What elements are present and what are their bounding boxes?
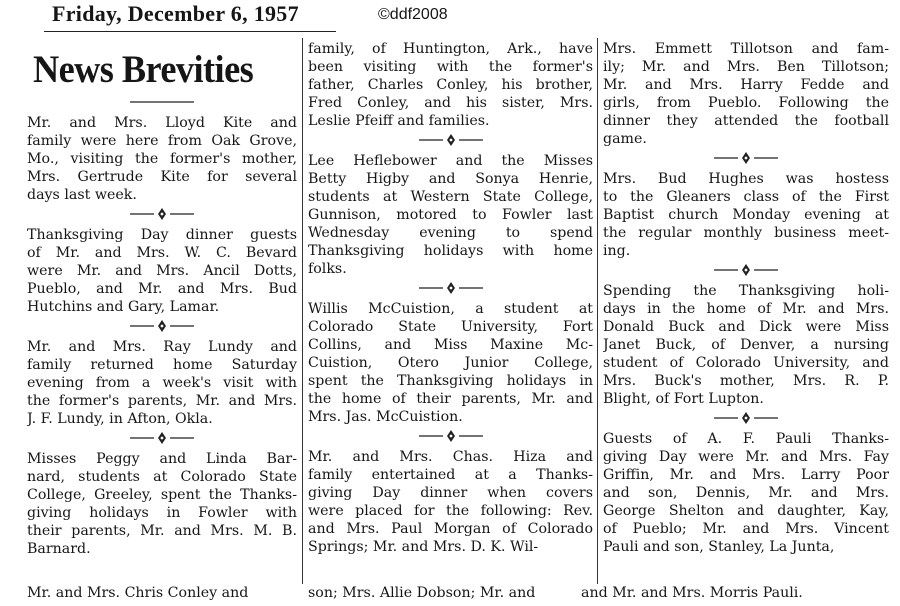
- item-line: of Mr. and Mrs. W. C. Bevard: [27, 245, 297, 261]
- item-line: their parents, Mr. and Mrs. M. B.: [27, 523, 297, 539]
- column-items: [603, 40, 889, 556]
- item-line: family, of Huntington, Ark., have: [308, 41, 593, 57]
- item-line: giving Day dinner when covers: [308, 485, 593, 501]
- page-header: [0, 0, 900, 34]
- headline-separator: [27, 94, 297, 114]
- column-1: [27, 40, 297, 558]
- item-line: nard, students at Colorado State: [27, 469, 297, 485]
- item-separator: [603, 408, 889, 430]
- item-line: Misses Peggy and Linda Bar-: [27, 451, 297, 467]
- item-line: Mrs. Gertrude Kite for several: [27, 169, 297, 185]
- item-line: Hutchins and Gary, Lamar.: [27, 299, 220, 315]
- news-item: [603, 282, 889, 408]
- item-line: and son, Dennis, Mr. and Mrs.: [603, 485, 889, 501]
- item-separator: [308, 278, 593, 300]
- item-line: to the Gleaners class of the First: [603, 189, 889, 205]
- item-separator: [27, 428, 297, 450]
- news-item: [27, 114, 297, 204]
- item-line: Wednesday evening to spend: [308, 225, 593, 241]
- item-line: dinner they attended the football: [603, 113, 889, 129]
- item-line: Donald Buck and Dick were Miss: [603, 319, 889, 335]
- item-line: Willis McCuistion, a student at: [308, 301, 593, 317]
- item-separator: [27, 204, 297, 226]
- item-line: and Mrs. Paul Morgan of Colorado: [308, 521, 593, 537]
- column-items: [27, 114, 297, 558]
- item-line: the home of their parents, Mr. and: [308, 391, 593, 407]
- item-line: Pueblo, and Mr. and Mrs. Bud: [27, 281, 297, 297]
- item-line: father, Charles Conley, his brother,: [308, 77, 593, 93]
- item-line: Mr. and Mrs. Chas. Hiza and: [308, 449, 593, 465]
- item-line: were placed for the following: Rev.: [308, 503, 593, 519]
- item-line: family were here from Oak Grove,: [27, 133, 297, 149]
- item-line: Thanksgiving holidays with home: [308, 243, 593, 259]
- item-line: ily; Mr. and Mrs. Ben Tillotson;: [603, 59, 889, 75]
- item-line: student of Colorado University, and: [603, 355, 889, 371]
- item-line: family entertained at a Thanks-: [308, 467, 593, 483]
- item-line: Gunnison, motored to Fowler last: [308, 207, 593, 223]
- item-line: students at Western State College,: [308, 189, 593, 205]
- item-line: Mrs. Buck's mother, Mrs. R. P.: [603, 373, 889, 389]
- news-item: [603, 170, 889, 260]
- item-line: Mrs. Bud Hughes was hostess: [603, 171, 889, 187]
- bottom-line-col3: and Mr. and Mrs. Morris Pauli.: [581, 585, 803, 601]
- column-2: [308, 40, 593, 556]
- item-line: J. F. Lundy, in Afton, Okla.: [27, 411, 213, 427]
- item-line: Mrs. Jas. McCuistion.: [308, 409, 463, 425]
- news-item: [603, 430, 889, 556]
- news-item: [308, 300, 593, 426]
- item-line: Guests of A. F. Pauli Thanks-: [603, 431, 889, 447]
- item-separator: [603, 148, 889, 170]
- item-separator: [308, 130, 593, 152]
- item-line: ing.: [603, 243, 631, 259]
- item-line: days last week.: [27, 187, 137, 203]
- item-line: Collins, and Miss Maxine Mc-: [308, 337, 593, 353]
- item-line: Cuistion, Otero Junior College,: [308, 355, 593, 371]
- item-line: Mr. and Mrs. Lloyd Kite and: [27, 115, 297, 131]
- item-line: Griffin, Mr. and Mrs. Larry Poor: [603, 467, 889, 483]
- item-line: Colorado State University, Fort: [308, 319, 593, 335]
- item-line: evening from a week's visit with: [27, 375, 297, 391]
- item-line: been visiting with the former's: [308, 59, 593, 75]
- news-item: [27, 226, 297, 316]
- item-line: George Shelton and daughter, Kay,: [603, 503, 889, 519]
- item-line: Mrs. Emmett Tillotson and fam-: [603, 41, 889, 57]
- item-line: the regular monthly business meet-: [603, 225, 889, 241]
- item-line: Fred Conley, and his sister, Mrs.: [308, 95, 593, 111]
- bottom-line-col1: Mr. and Mrs. Chris Conley and: [27, 585, 249, 601]
- column-divider: [597, 38, 598, 584]
- item-line: Spending the Thanksgiving holi-: [603, 283, 889, 299]
- item-line: were Mr. and Mrs. Ancil Dotts,: [27, 263, 297, 279]
- news-item: [603, 40, 889, 148]
- news-item: [27, 450, 297, 558]
- item-line: Leslie Pfeiff and families.: [308, 113, 490, 129]
- item-line: giving holidays in Fowler with: [27, 505, 297, 521]
- news-item: [308, 152, 593, 278]
- item-line: giving Day were Mr. and Mrs. Fay: [603, 449, 889, 465]
- news-item: [308, 40, 593, 130]
- item-line: Janet Buck, of Denver, a nursing: [603, 337, 889, 353]
- news-item: [27, 338, 297, 428]
- item-line: Thanksgiving Day dinner guests: [27, 227, 297, 243]
- news-item: [308, 448, 593, 556]
- item-line: Barnard.: [27, 541, 91, 557]
- date-underline: [44, 31, 336, 32]
- column-3: [603, 40, 889, 556]
- item-line: girls, from Pueblo. Following the: [603, 95, 889, 111]
- column-divider: [302, 38, 303, 584]
- item-line: game.: [603, 131, 647, 147]
- headline: News Brevities: [33, 48, 254, 91]
- item-line: Betty Higby and Sonya Henrie,: [308, 171, 593, 187]
- item-line: Springs; Mr. and Mrs. D. K. Wil-: [308, 539, 539, 555]
- issue-date: Friday, December 6, 1957: [52, 1, 299, 26]
- item-line: Baptist church Monday evening at: [603, 207, 889, 223]
- column-items: [308, 40, 593, 556]
- item-separator: [603, 260, 889, 282]
- item-line: the former's parents, Mr. and Mrs.: [27, 393, 297, 409]
- item-line: Lee Heflebower and the Misses: [308, 153, 593, 169]
- bottom-line-col2: son; Mrs. Allie Dobson; Mr. and: [308, 585, 536, 601]
- item-line: College, Greeley, spent the Thanks-: [27, 487, 297, 503]
- item-line: days in the home of Mr. and Mrs.: [603, 301, 889, 317]
- item-line: of Pueblo; Mr. and Mrs. Vincent: [603, 521, 889, 537]
- item-line: Pauli and son, Stanley, La Junta,: [603, 539, 835, 555]
- item-line: spent the Thanksgiving holidays in: [308, 373, 593, 389]
- item-line: folks.: [308, 261, 347, 277]
- item-separator: [27, 316, 297, 338]
- item-line: family returned home Saturday: [27, 357, 297, 373]
- item-separator: [308, 426, 593, 448]
- item-line: Mo., visiting the former's mother,: [27, 151, 297, 167]
- item-line: Mr. and Mrs. Ray Lundy and: [27, 339, 297, 355]
- item-line: Blight, of Fort Lupton.: [603, 391, 764, 407]
- item-line: Mr. and Mrs. Harry Fedde and: [603, 77, 889, 93]
- copyright-mark: ©ddf2008: [378, 6, 448, 23]
